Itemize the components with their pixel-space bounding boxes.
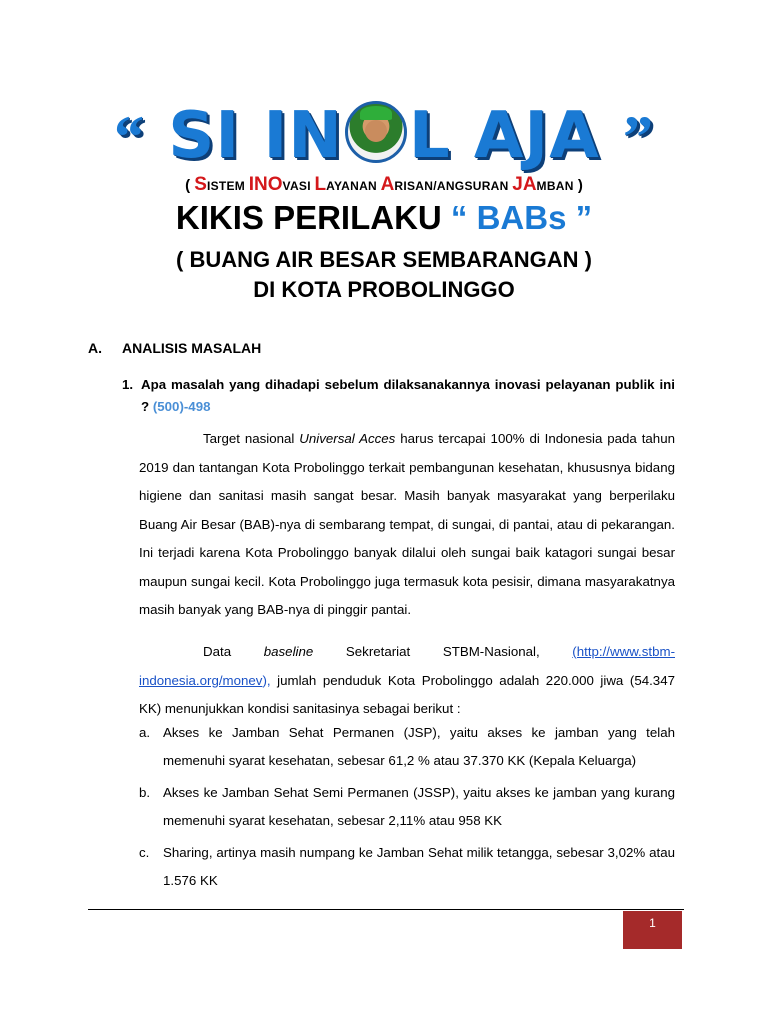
stbm-link[interactable]: (http://www.stbm-indonesia.org/monev [139,644,675,688]
mascot-logo [345,101,407,163]
subtitle-open: ( [185,177,195,194]
list-item [139,779,675,835]
main-heading [0,196,768,240]
subtitle-close: ) [573,177,583,194]
subtitle-rest-s: ISTEM [206,179,249,193]
para2-italic: baseline [263,644,314,659]
footer-divider [88,909,684,910]
section-number: A. [88,340,102,356]
subtitle-cap-ino: INO [248,174,283,195]
main-heading-text: KIKIS PERILAKU [175,199,451,236]
title-open-quote: “ [113,104,145,170]
subtitle-cap-ja: JA [512,174,537,195]
heading-line-3: DI KOTA PROBOLINGGO [253,277,515,302]
page-number: 1 [649,916,656,930]
sanitation-list [139,719,675,895]
subtitle-rest-l: AYANAN [326,179,381,193]
para1-post: harus tercapai 100% di Indonesia pada tahun 2019 dan tantangan Kota Probolinggo terkait pembangunan kesehatan, khususnya bidang higiene dan sanitasi masih sangat besar. Masih banyak masyarakat yang berperilaku Buang Air Besar (BAB)-nya di sembarang tempat, di sungai, di pantai, atau di pekarangan. Ini terjadi karena Kota Probolinggo banyak dilalui oleh sungai baik katagori sungai besar maupun sungai kecil. Kota Probolinggo juga termasuk kota pesisir, dimana masyarakatnya masih banyak yang BAB-nya di pinggir pantai. [139,431,675,617]
list-item-text: Sharing, artinya masih numpang ke Jamban Sehat milik tetangga, sebesar 3,02% atau 1.576 KK [163,845,675,888]
program-title [0,96,768,177]
program-acronym-expansion [0,174,768,197]
main-heading-accent: “ BABs ” [450,199,593,236]
question-code: (500)-498 [152,399,211,414]
section-heading [88,340,261,356]
para1-italic: Universal Acces [299,431,396,446]
para2-pre: Data [203,644,264,659]
para2-mid: Sekretariat STBM-Nasional, [313,644,573,659]
link-close: ), [262,672,271,688]
subtitle-cap-a: A [380,174,395,195]
mascot-face [365,120,387,142]
title-part-1: SI IN [168,99,343,173]
list-item-text: Akses ke Jamban Sehat Permanen (JSP), yaitu akses ke jamban yang telah memenuhi syarat kesehatan, sebesar 61,2 % atau 37.370 KK (Kepala Keluarga) [163,725,675,768]
paragraph-1 [139,425,675,625]
list-item-text: Akses ke Jamban Sehat Semi Permanen (JSSP), yaitu akses ke jamban yang kurang memenuhi syarat kesehatan, sebesar 2,11% atau 958 KK [163,785,675,828]
question-text: Apa masalah yang dihadapi sebelum dilaksanakannya inovasi pelayanan publik ini ? [141,377,675,414]
question-1 [122,374,675,418]
subtitle-rest-a: RISAN/ANGSURAN [394,179,513,193]
subtitle-cap-s: S [194,174,207,195]
heading-line-2: ( BUANG AIR BESAR SEMBARANGAN ) [176,247,592,272]
section-label: ANALISIS MASALAH [122,340,262,356]
list-item [139,719,675,775]
subtitle-rest-ja: MBAN [536,179,574,193]
list-marker: a. [139,725,151,740]
list-item [139,839,675,895]
subtitle-rest-ino: VASI [282,179,315,193]
question-number: 1. [122,377,134,392]
subtitle-cap-l: L [314,174,327,195]
page-number-box [623,911,682,949]
list-marker: b. [139,785,151,800]
para2-post: jumlah penduduk Kota Probolinggo adalah 220.000 jiwa (54.347 KK) menunjukkan kondisi sanitasinya sebagai berikut : [139,672,675,716]
para1-pre: Target nasional [203,431,300,446]
paragraph-2 [139,638,675,724]
list-marker: c. [139,845,150,860]
title-part-2: L AJA [408,99,600,173]
title-close-quote: ” [623,104,655,170]
mascot-hat [360,106,392,120]
